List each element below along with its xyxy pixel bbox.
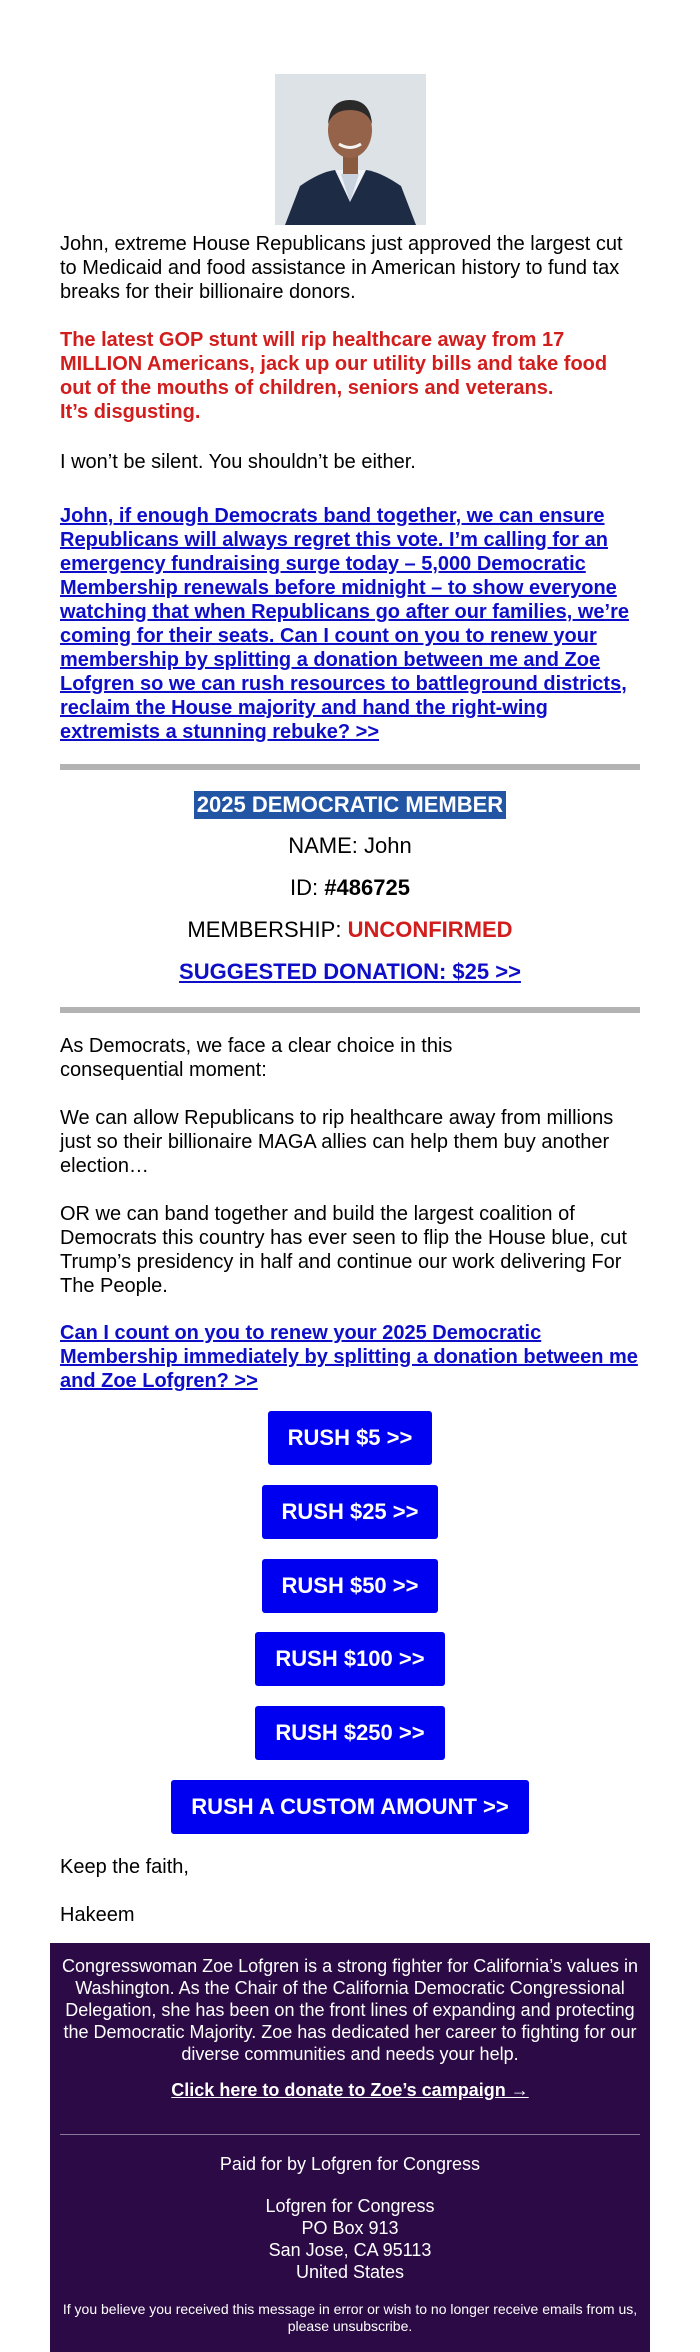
cta-link[interactable]: John, if enough Democrats band together, we can ensure Republicans will always regret this vote. I’m calling for an emergency fundraising surge today – 5,000 Democratic Membership renewals before midnight – to show everyone watching that when Republicans go after our families, we’re coming for their seats. Can I count on you to renew your membership by splitting a donation between me and Zoe Lofgren so we can rush resources to battleground districts, reclaim the House majority and hand the right-wing extremists a stunning rebuke? >> xyxy=(60,505,629,743)
membership-label: MEMBERSHIP: xyxy=(187,917,342,942)
rush-5-button[interactable]: RUSH $5 >> xyxy=(268,1411,432,1465)
paid-for-text: Paid for by Lofgren for Congress xyxy=(219,2154,481,2174)
divider-top xyxy=(60,764,640,770)
portrait-photo xyxy=(275,74,426,225)
body-paragraph-3: OR we can band together and build the largest coalition of Democrats this country has ever seen to flip the House blue, cut Trump’s presidency in half and continue our work delivering For The People. xyxy=(60,1203,627,1297)
member-card-title xyxy=(60,791,640,819)
member-id-row xyxy=(60,875,640,901)
member-id-value: #486725 xyxy=(324,875,410,900)
ask-link[interactable]: Can I count on you to renew your 2025 Democratic Membership immediately by splitting a donation between me and Zoe Lofgren? >> xyxy=(60,1322,638,1392)
suggested-donation-link[interactable]: SUGGESTED DONATION: $25 >> xyxy=(179,959,521,984)
address-line: Lofgren for Congress xyxy=(265,2196,435,2216)
member-badge: 2025 DEMOCRATIC MEMBER xyxy=(194,791,506,819)
rush-50-button[interactable]: RUSH $50 >> xyxy=(262,1559,438,1613)
address-line: San Jose, CA 95113 xyxy=(268,2240,432,2260)
cta-paragraph xyxy=(60,504,640,744)
suggested-row xyxy=(60,959,640,985)
footer-panel xyxy=(50,1943,650,2352)
member-name-row xyxy=(60,833,640,859)
alert-text-2: It’s disgusting. xyxy=(60,401,201,423)
footer-donate-row xyxy=(50,2079,650,2101)
member-name-value: John xyxy=(364,833,412,858)
footer-divider xyxy=(60,2134,640,2135)
body-paragraph-1: As Democrats, we face a clear choice in this consequential moment: xyxy=(60,1035,453,1081)
unsubscribe-text: If you believe you received this message in error or wish to no longer receive emails from us, please unsubscribe. xyxy=(62,2301,638,2334)
intro-paragraph: John, extreme House Republicans just approved the largest cut to Medicaid and food assistance in American history to fund tax breaks for their billionaire donors. xyxy=(60,233,623,303)
member-id-label: ID: xyxy=(290,875,319,900)
rush-100-button[interactable]: RUSH $100 >> xyxy=(255,1632,445,1686)
divider-bottom xyxy=(60,1007,640,1013)
member-name-label: NAME: xyxy=(288,833,358,858)
donate-zoe-link[interactable]: Click here to donate to Zoe’s campaign → xyxy=(171,2080,529,2100)
signoff-name: Hakeem xyxy=(60,1904,135,1926)
footer-address xyxy=(50,2195,650,2283)
ask-paragraph xyxy=(60,1321,640,1393)
portrait-image xyxy=(275,74,426,225)
rush-25-button[interactable]: RUSH $25 >> xyxy=(262,1485,438,1539)
address-line: United States xyxy=(295,2262,405,2282)
signoff-line-1: Keep the faith, xyxy=(60,1856,189,1878)
silent-paragraph: I won’t be silent. You shouldn’t be either. xyxy=(60,451,416,473)
rush-250-button[interactable]: RUSH $250 >> xyxy=(255,1706,445,1760)
membership-status: UNCONFIRMED xyxy=(347,917,513,942)
body-paragraph-2: We can allow Republicans to rip healthcare away from millions just so their billionaire MAGA allies can help them buy another election… xyxy=(60,1107,614,1177)
alert-text: The latest GOP stunt will rip healthcare away from 17 MILLION Americans, jack up our utility bills and take food out of the mouths of children, seniors and veterans. xyxy=(60,329,608,399)
rush-custom-button[interactable]: RUSH A CUSTOM AMOUNT >> xyxy=(171,1780,529,1834)
alert-paragraph xyxy=(60,328,640,424)
footer-bio: Congresswoman Zoe Lofgren is a strong fighter for California’s values in Washington. As the Chair of the California Democratic Congressional Delegation, she has been on the front lines of expanding and protecting the Democratic Majority. Zoe has dedicated her career to fighting for our diverse communities and needs your help. xyxy=(62,1956,638,2064)
membership-row xyxy=(60,917,640,943)
address-line: PO Box 913 xyxy=(301,2218,399,2238)
